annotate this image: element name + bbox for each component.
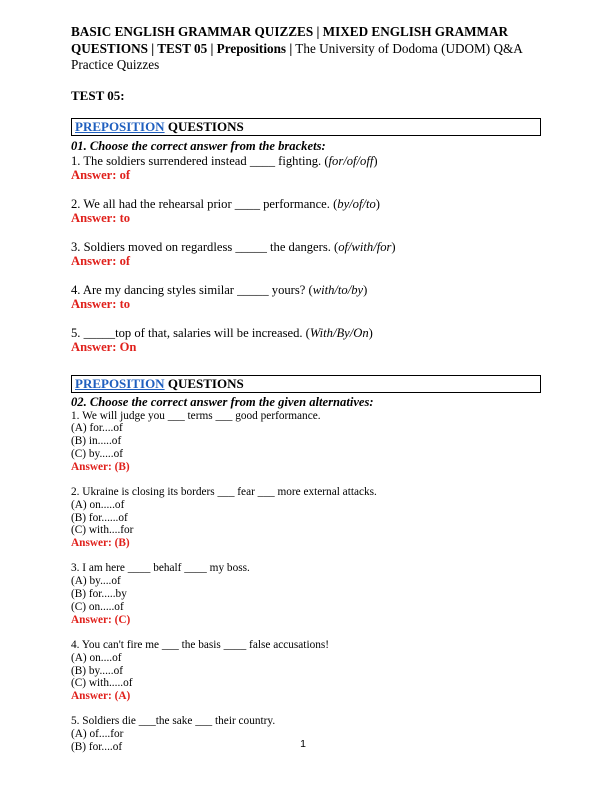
question-text: 4. You can't fire me ___ the basis ____ false accusations! xyxy=(71,638,330,651)
question-item xyxy=(71,197,541,212)
question-text: 2. We all had the rehearsal prior ____ performance. ( xyxy=(71,196,338,211)
spacer xyxy=(71,269,541,283)
question-item xyxy=(71,154,541,169)
question-close: ) xyxy=(375,196,380,211)
answer-text: Answer: (B) xyxy=(71,537,130,550)
answer-text: Answer: (B) xyxy=(71,460,130,473)
option-2: (C) on.....of xyxy=(71,600,124,613)
spacer xyxy=(71,226,541,240)
spacer xyxy=(71,312,541,326)
section-2-header xyxy=(71,375,541,393)
answer-text: Answer: (A) xyxy=(71,690,131,703)
question-text: 2. Ukraine is closing its borders ___ fear ___ more external attacks. xyxy=(71,485,377,498)
section-2-instruction: 02. Choose the correct answer from the given alternatives: xyxy=(71,394,374,409)
section-1-instruction: 01. Choose the correct answer from the brackets: xyxy=(71,138,326,153)
preposition-link[interactable]: PREPOSITION xyxy=(75,118,165,134)
option-0: (A) on....of xyxy=(71,651,122,664)
option-0: (A) by....of xyxy=(71,575,121,588)
test-label: TEST 05: xyxy=(71,87,125,103)
answer-options: With/By/On xyxy=(309,325,369,340)
title-rest: The University of Dodoma (UDOM) Q&A Practice Quizzes xyxy=(71,40,523,72)
section-1-questions xyxy=(71,154,541,355)
answer-text: Answer: to xyxy=(71,211,131,225)
option-1: (B) for.....by xyxy=(71,588,127,601)
spacer xyxy=(71,473,541,486)
option-1: (B) in.....of xyxy=(71,435,122,448)
preposition-link[interactable]: PREPOSITION xyxy=(75,375,165,391)
question-close: ) xyxy=(391,239,396,254)
section-1-header xyxy=(71,118,541,136)
spacer xyxy=(71,183,541,197)
spacer xyxy=(71,703,541,716)
title-bold: BASIC ENGLISH GRAMMAR QUIZZES | MIXED ENGLISH GRAMMAR QUESTIONS | TEST 05 | Prepositions | xyxy=(71,24,509,56)
question-item xyxy=(71,240,541,255)
question-close: ) xyxy=(368,325,373,340)
answer-options: for/of/off xyxy=(328,153,374,168)
question-text: 3. Soldiers moved on regardless _____ the dangers. ( xyxy=(71,239,339,254)
section-heading-text: QUESTIONS xyxy=(164,375,244,391)
answer-text: Answer: On xyxy=(71,340,137,354)
option-1: (B) for......of xyxy=(71,511,128,524)
answer-options: of/with/for xyxy=(338,239,392,254)
answer-text: Answer: (C) xyxy=(71,613,131,626)
question-text: 5. _____top of that, salaries will be increased. ( xyxy=(71,325,310,340)
option-0: (A) for....of xyxy=(71,422,123,435)
document-page xyxy=(71,24,541,754)
question-text: 1. We will judge you ___ terms ___ good performance. xyxy=(71,409,321,422)
question-text: 5. Soldiers die ___the sake ___ their country. xyxy=(71,715,276,728)
option-1: (B) for....of xyxy=(71,741,123,754)
answer-options: by/of/to xyxy=(337,196,376,211)
question-text: 4. Are my dancing styles similar _____ yours? ( xyxy=(71,282,313,297)
spacer xyxy=(71,550,541,563)
page-number: 1 xyxy=(300,738,306,750)
answer-text: Answer: to xyxy=(71,297,131,311)
answer-text: Answer: of xyxy=(71,168,131,182)
option-2: (C) by.....of xyxy=(71,447,123,460)
option-2: (C) with.....of xyxy=(71,677,133,690)
section-2-questions xyxy=(71,410,541,754)
question-close: ) xyxy=(363,282,368,297)
option-0: (A) on.....of xyxy=(71,498,125,511)
question-text: 3. I am here ____ behalf ____ my boss. xyxy=(71,562,250,575)
question-text: 1. The soldiers surrendered instead ____ fighting. ( xyxy=(71,153,329,168)
spacer xyxy=(71,626,541,639)
question-item xyxy=(71,283,541,298)
option-1: (B) by.....of xyxy=(71,664,123,677)
answer-text: Answer: of xyxy=(71,254,131,268)
answer-options: with/to/by xyxy=(312,282,364,297)
question-close: ) xyxy=(373,153,378,168)
option-2: (C) with....for xyxy=(71,524,134,537)
question-item xyxy=(71,326,541,341)
document-title xyxy=(71,24,541,74)
option-0: (A) of....for xyxy=(71,728,124,741)
section-heading-text: QUESTIONS xyxy=(164,118,244,134)
